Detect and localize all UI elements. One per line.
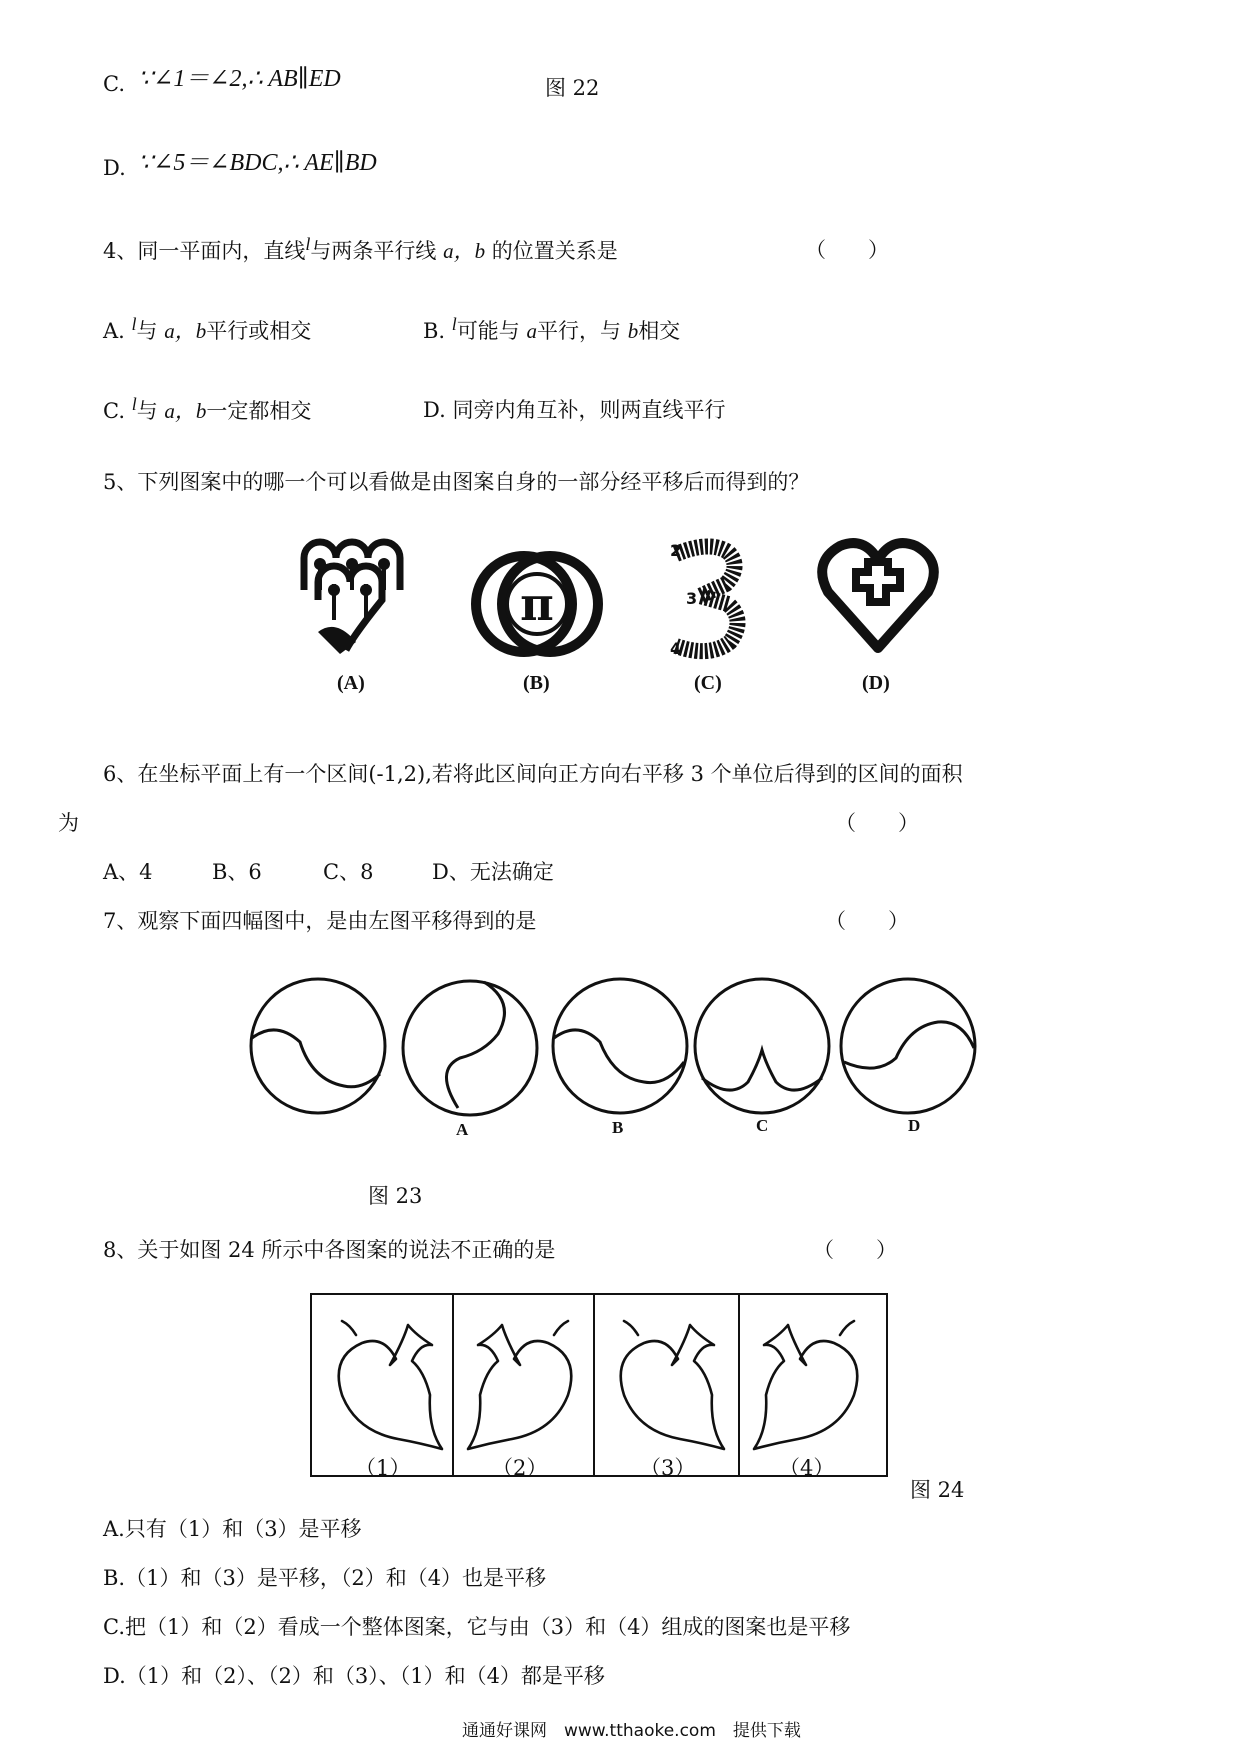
q5-label-a: (A) (337, 672, 365, 694)
q5-figure-b (468, 544, 604, 664)
q4-option-a-text1: 与 (136, 319, 158, 343)
q4-stem-part2: 与两条平行线 (310, 239, 437, 263)
q6-answer-paren: （ ） (835, 811, 919, 835)
q4-option-c-text2: 一定都相交 (206, 399, 312, 423)
q4-stem (103, 234, 618, 265)
q4-line-l: l (305, 234, 311, 254)
q7-original-circle (251, 979, 385, 1113)
q8-leaf-4 (754, 1321, 857, 1449)
footer-source: 通通好课网 www.tthaoke.com 提供下载 (462, 1721, 801, 1741)
figure-22-caption: 图 22 (545, 76, 600, 100)
q5-figure-c (670, 538, 754, 662)
q5-figure-a (296, 540, 420, 664)
q4-option-b-label: B. (423, 319, 446, 343)
q3-option-d-text: ∵∠5＝∠BDC,∴ AE∥BD (138, 150, 377, 176)
q8-label-4: （4） (779, 1456, 835, 1480)
q4-option-b-text3: 相交 (638, 319, 681, 343)
q4-option-b-l: l (451, 314, 457, 334)
q8-leaf-2 (468, 1321, 571, 1449)
q6-option-c: C、8 (323, 860, 374, 884)
q6-stem: 6、在坐标平面上有一个区间(-1,2),若将此区间向正方向右平移 3 个单位后得到的区间的面积 (103, 762, 963, 786)
q8-option-d: D.（1）和（2）、（2）和（3）、（1）和（4）都是平移 (103, 1664, 605, 1688)
q8-label-2: （2） (492, 1456, 548, 1480)
q6-option-a: A、4 (103, 860, 153, 884)
q8-answer-paren: （ ） (813, 1238, 897, 1262)
q8-figure-24-leaves (310, 1293, 888, 1477)
q4-stem-part3: 的位置关系是 (491, 239, 618, 263)
figure-23-caption: 图 23 (368, 1184, 423, 1208)
q7-figure-23 (248, 978, 990, 1124)
q5-figure-c-digit-4: 4 (670, 639, 682, 658)
q4-option-d-text: 同旁内角互补，则两直线平行 (452, 398, 726, 422)
q4-option-c-l: l (131, 394, 137, 414)
q7-option-a-circle (403, 981, 537, 1115)
q8-option-c: C.把（1）和（2）看成一个整体图案，它与由（3）和（4）组成的图案也是平移 (103, 1615, 851, 1639)
figure-24-caption: 图 24 (910, 1478, 965, 1502)
q8-label-1: （1） (355, 1456, 411, 1480)
q7-option-c-circle (695, 979, 829, 1113)
q4-option-a-text2: 平行或相交 (206, 319, 312, 343)
q5-stem: 5、下列图案中的哪一个可以看做是由图案自身的一部分经平移后而得到的？ (103, 470, 810, 494)
q5-label-b: (B) (523, 672, 550, 694)
q8-option-a: A.只有（1）和（3）是平移 (103, 1517, 362, 1541)
q8-stem: 8、关于如图 24 所示中各图案的说法不正确的是 (103, 1238, 556, 1262)
q4-option-a-label: A. (103, 319, 125, 343)
q7-option-d-circle (841, 979, 975, 1113)
q8-label-3: （3） (640, 1456, 696, 1480)
q4-option-b-text1: 可能与 (456, 319, 520, 343)
q7-label-d: D (908, 1116, 921, 1135)
q4-option-b-b: b (627, 319, 639, 343)
q4-lines-ab: a，b (443, 239, 486, 263)
q7-answer-paren: （ ） (825, 909, 909, 933)
q7-label-c: C (756, 1116, 769, 1135)
q4-stem-part1: 4、同一平面内，直线 (103, 239, 306, 263)
q4-option-a-l: l (131, 314, 137, 334)
q4-option-c (103, 394, 311, 425)
q4-answer-paren: （ ） (805, 238, 889, 262)
q3-option-d-label: D. (103, 156, 126, 180)
q5-figure-c-digit-2: 2 (670, 541, 682, 560)
q7-stem: 7、观察下面四幅图中，是由左图平移得到的是 (103, 909, 537, 933)
q7-option-b-circle (553, 979, 687, 1113)
q4-option-d-label: D. (423, 398, 446, 422)
q6-stem-cont: 为 (58, 811, 79, 835)
q3-option-c-label: C. (103, 72, 125, 96)
q8-option-b: B.（1）和（3）是平移，（2）和（4）也是平移 (103, 1566, 547, 1590)
q6-option-b: B、6 (212, 860, 262, 884)
q5-label-c: (C) (694, 672, 722, 694)
q4-option-a-ab: a，b (164, 319, 207, 343)
q4-option-a (103, 314, 311, 345)
q8-leaf-1 (339, 1321, 442, 1449)
q8-leaf-3 (621, 1321, 724, 1449)
q5-label-d: (D) (862, 672, 890, 694)
q4-option-c-ab: a，b (164, 399, 207, 423)
q3-option-c-text: ∵∠1＝∠2,∴ AB∥ED (138, 66, 341, 92)
q4-option-c-text1: 与 (136, 399, 158, 423)
q7-label-a: A (456, 1120, 469, 1139)
q4-option-d (423, 394, 725, 424)
q4-option-b-text2: 平行，与 (537, 319, 621, 343)
q5-figure-b-symbol: π (520, 577, 554, 631)
q4-option-b (423, 314, 680, 345)
q4-option-c-label: C. (103, 399, 125, 423)
q5-figure-d (816, 536, 940, 656)
q5-figure-c-digit-3: 3 (686, 589, 698, 608)
q7-label-b: B (612, 1118, 624, 1137)
q4-option-b-a: a (526, 319, 537, 343)
q6-option-d: D、无法确定 (432, 860, 554, 884)
